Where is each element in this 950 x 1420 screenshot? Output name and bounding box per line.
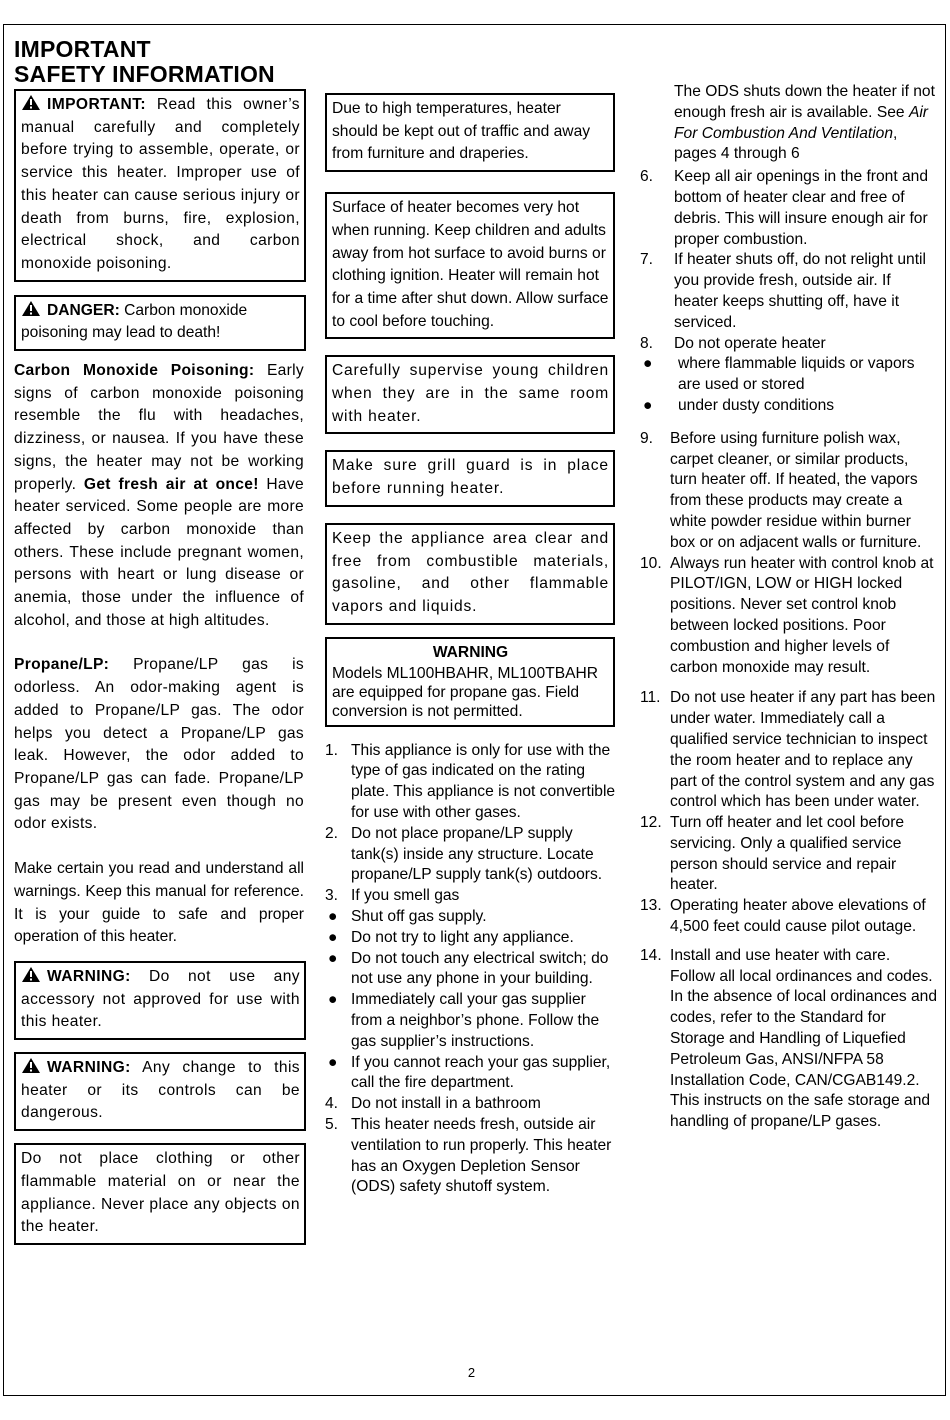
column-left (14, 37, 304, 1245)
bullet-item: ● where flammable liquids or vapors are used or stored (643, 355, 915, 394)
middle-list (325, 741, 620, 1199)
warning-accessory-box: WARNING: Do not use any accessory not approved for use with this heater. (14, 961, 306, 1040)
page-number: 2 (467, 1365, 476, 1380)
bullet-item: ● Do not try to light any appliance. (328, 928, 574, 946)
warning-triangle-icon (21, 966, 41, 983)
list-item: 1. This appliance is only for use with the type of gas indicated on the rating plate. This appliance is not convertible for use with other gases. (325, 741, 616, 822)
warning-triangle-icon (21, 300, 41, 317)
ods-continuation: The ODS shuts down the heater if not enough fresh air is available. See Air For Combustion And Ventilation, pages 4 through 6 (674, 83, 935, 163)
warning-triangle-icon (21, 1057, 41, 1074)
supervise-box: Carefully supervise young children when they are in the same room with heater. (325, 355, 615, 434)
page-title: IMPORTANT SAFETY INFORMATION (14, 36, 275, 87)
traffic-box: Due to high temperatures, heater should be kept out of traffic and away from furniture and draperies. (325, 93, 615, 172)
list-item: 3. If you smell gas (325, 887, 460, 905)
bullet-item: ● under dusty conditions (643, 396, 835, 414)
list-item: 10. Always run heater with control knob at PILOT/IGN, LOW or HIGH locked positions. Never set control knob between locked positions. Poor combustion and higher levels of carbon monoxide may result. (640, 554, 934, 676)
list-item: 14. Install and use heater with care. Follow all local ordinances and codes. In the absence of local ordinances and codes, refer to the Standard for Storage and Handling of Liquefied Petroleum Gas, ANSI/NFPA 58 Installation Code, CAN/CGAB149.2. This instructs on the safe storage and handling of propane/LP gases. (640, 946, 938, 1131)
bullet-item: ● Do not touch any electrical switch; do not use any phone in your building. (328, 949, 609, 988)
propane-warning-box: WARNING Models ML100HBAHR, ML100TBAHR are equipped for propane gas. Field conversion is not permitted. (325, 637, 615, 727)
list-item: 5. This heater needs fresh, outside air ventilation to run properly. This heater has an Oxygen Depletion Sensor (ODS) safety shutoff system. (325, 1116, 612, 1196)
list-item: 8. Do not operate heater (640, 334, 826, 352)
danger-box: DANGER: Carbon monoxide poisoning may lead to death! (14, 295, 306, 351)
read-section: Make certain you read and understand all warnings. Keep this manual for reference. It is your guide to safe and proper operation of this heater. (14, 860, 304, 946)
list-item: 12. Turn off heater and let cool before servicing. Only a qualified service person should service and repair heater. (640, 814, 905, 894)
list-item: 4. Do not install in a bathroom (325, 1095, 541, 1113)
clothing-box: Do not place clothing or other flammable material on or near the appliance. Never place any objects on the heater. (14, 1143, 306, 1245)
list-item: 13. Operating heater above elevations of 4,500 feet could cause pilot outage. (640, 897, 926, 936)
important-box: IMPORTANT: Read this owner’s manual carefully and completely before trying to assemble, operate, or service this heater. Improper use of this heater can cause serious injury or death from burns, fire, explosion, electrical shock, and carbon monoxide poisoning. (14, 89, 306, 282)
co-section: Carbon Monoxide Poisoning: Early signs of carbon monoxide poisoning resemble the flu with headaches, dizziness, or nausea. If you have these signs, the heater may not be working properly. Get fresh air at once! Have heater serviced. Some people are more affected by carbon monoxide than others. These include pregnant women, persons with heart or lung disease or anemia, those under the influence of alcohol, and those at high altitudes. (14, 362, 304, 629)
warning-triangle-icon (21, 94, 41, 111)
column-right (640, 82, 938, 1133)
hot-surface-box: Surface of heater becomes very hot when running. Keep children and adults away from hot surface to avoid burns or clothing ignition. Heater will remain hot for a time after shut down. Allow surface to cool before touching. (325, 192, 615, 339)
grill-guard-box: Make sure grill guard is in place before running heater. (325, 450, 615, 506)
bullet-item: ● Immediately call your gas supplier from a neighbor’s phone. Follow the gas supplier’s instructions. (328, 991, 600, 1050)
list-item: 7. If heater shuts off, do not relight until you provide fresh, outside air. If heater keeps shutting off, have it serviced. (640, 251, 926, 331)
lp-section: Propane/LP: Propane/LP gas is odorless. An odor-making agent is added to Propane/LP gas. The odor helps you detect a Propane/LP gas leak. However, the odor added to Propane/LP gas can fade. Propane/LP gas may be present even though no odor exists. (14, 656, 304, 833)
right-list (640, 167, 938, 1133)
list-item: 2. Do not place propane/LP supply tank(s) inside any structure. Locate propane/LP supply tank(s) outdoors. (325, 824, 603, 884)
list-item: 6. Keep all air openings in the front and bottom of heater clear and free of debris. This will insure enough air for proper combustion. (640, 168, 929, 248)
list-item: 9. Before using furniture polish wax, carpet cleaner, or similar products, turn heater off. If heated, the vapors from these products may create a white powder residue within burner box or on adjacent walls or furniture. (640, 429, 922, 551)
bullet-item: ● If you cannot reach your gas supplier, call the fire department. (328, 1053, 611, 1092)
bullet-item: ● Shut off gas supply. (328, 908, 487, 926)
warning-change-box: WARNING: Any change to this heater or its controls can be dangerous. (14, 1052, 306, 1131)
column-middle (325, 93, 620, 1198)
list-item: 11. Do not use heater if any part has been under water. Immediately call a qualified service technician to inspect the room heater and to replace any part of the control system and any gas control which has been under water. (640, 689, 936, 811)
clear-area-box: Keep the appliance area clear and free from combustible materials, gasoline, and other flammable vapors and liquids. (325, 523, 615, 625)
